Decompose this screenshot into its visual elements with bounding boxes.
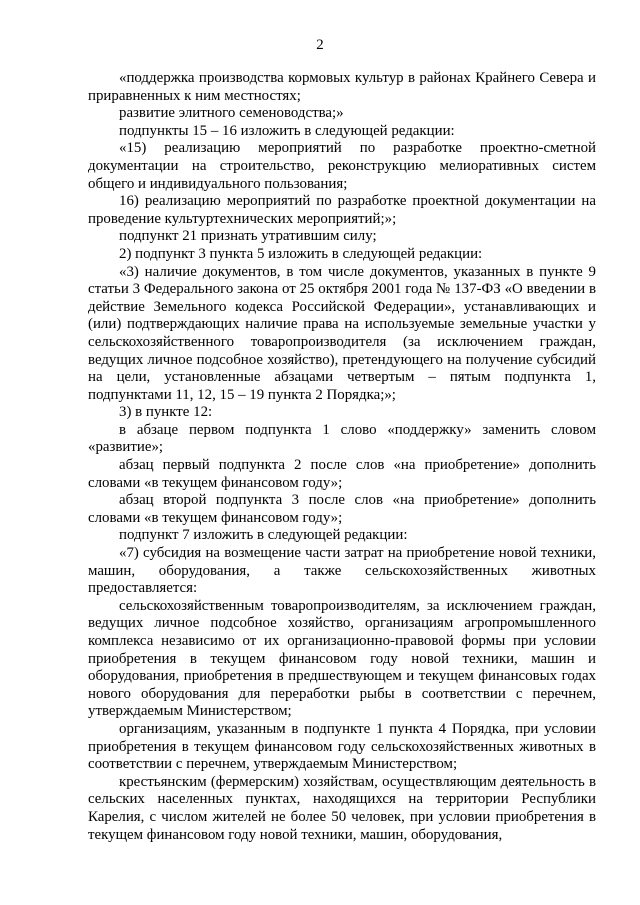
- paragraph: «7) субсидия на возмещение части затрат на приобретение новой техники, машин, оборудования, а также сельскохозяйственных животных предоставляется:: [88, 545, 596, 597]
- paragraph: сельскохозяйственным товаропроизводителям, за исключением граждан, ведущих личное подсобное хозяйство, организациям агропромышленного комплекса независимо от их организационно-правовой формы при условии приобретения в текущем финансовом году новой техники, машин и оборудования, приобретения в предшествующем и текущем финансовых годах нового оборудования для переработки рыбы в соответствии с перечнем, утверждаемым Министерством;: [88, 597, 596, 720]
- paragraph: подпункт 21 признать утратившим силу;: [119, 228, 377, 245]
- paragraph: «15) реализацию мероприятий по разработке проектно-сметной документации на строительство, реконструкцию мелиоративных систем общего и индивидуального пользования;: [88, 140, 596, 192]
- paragraph: подпункты 15 – 16 изложить в следующей редакции:: [119, 122, 455, 139]
- paragraph: «3) наличие документов, в том числе документов, указанных в пункте 9 статьи 3 Федерального закона от 25 октября 2001 года № 137-ФЗ «О введении в действие Земельного кодекса Российской Федерации», устанавливающих и (или) подтверждающих наличие права на используемые земельные участки у сельскохозяйственного товаропроизводителя (за исключением граждан, ведущих личное подсобное хозяйство), претендующего на получение субсидий на цели, установленные абзацами четвертым – пятым подпункта 1, подпунктами 11, 12, 15 – 19 пункта 2 Порядка;»;: [88, 263, 596, 403]
- paragraph: 3) в пункте 12:: [119, 404, 213, 421]
- paragraph: развитие элитного семеноводства;»: [119, 105, 344, 122]
- paragraph: абзац первый подпункта 2 после слов «на приобретение» дополнить словами «в текущем финансовом году»;: [88, 457, 596, 491]
- paragraph: подпункт 7 изложить в следующей редакции:: [119, 527, 408, 544]
- paragraph: крестьянским (фермерским) хозяйствам, осуществляющим деятельность в сельских населенных пунктах, находящихся на территории Республики Карелия, с числом жителей не более 50 человек, при условии приобретения в текущем финансовом году новой техники, машин, оборудования,: [88, 773, 596, 843]
- paragraph: абзац второй подпункта 3 после слов «на приобретение» дополнить словами «в текущем финансовом году»;: [88, 492, 596, 526]
- paragraph: в абзаце первом подпункта 1 слово «поддержку» заменить словом «развитие»;: [88, 421, 596, 456]
- document-body: [88, 70, 596, 844]
- paragraph: «поддержка производства кормовых культур в районах Крайнего Севера и приравненных к ним местностях;: [88, 70, 596, 104]
- paragraph: организациям, указанным в подпункте 1 пункта 4 Порядка, при условии приобретения в текущем финансовом году сельскохозяйственных животных в соответствии с перечнем, утверждаемым Министерством;: [88, 720, 596, 773]
- paragraph: 2) подпункт 3 пункта 5 изложить в следующей редакции:: [119, 245, 483, 262]
- page-number: 2: [316, 37, 324, 53]
- paragraph: 16) реализацию мероприятий по разработке проектной документации на проведение культуртехнических мероприятий;»;: [88, 193, 596, 227]
